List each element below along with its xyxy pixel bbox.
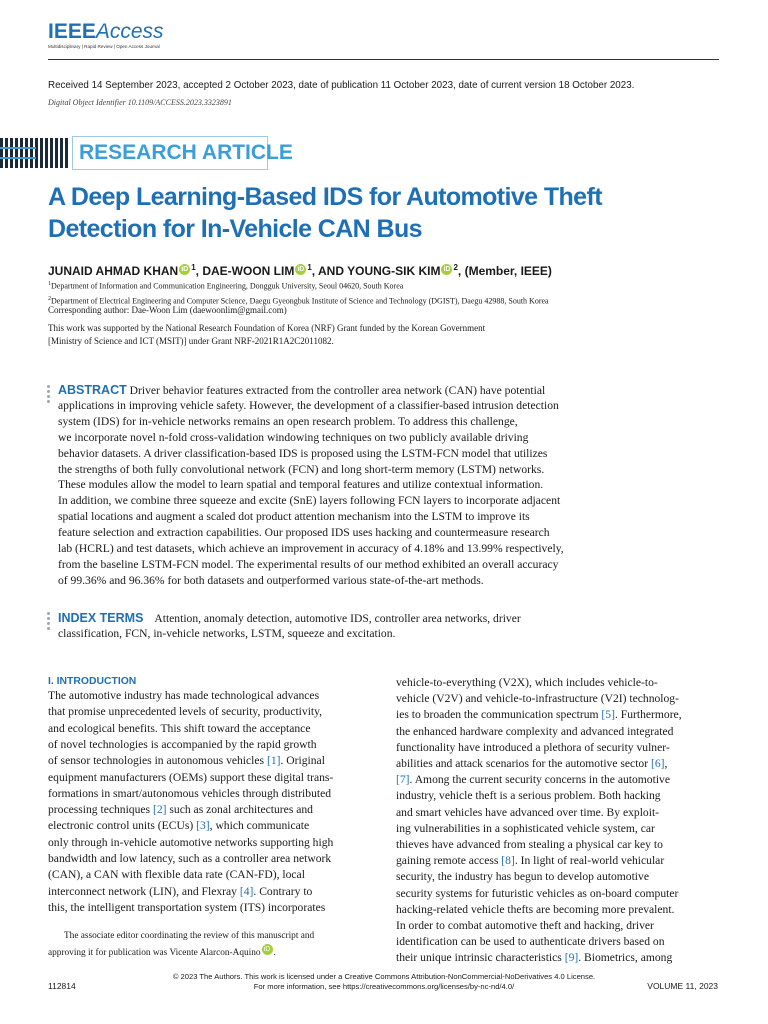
abstract xyxy=(58,383,627,587)
text-line xyxy=(396,951,718,964)
index-terms-line: classification, FCN, in-vehicle networks, LSTM, squeeze and excitation. xyxy=(58,627,396,640)
text-line xyxy=(48,885,370,898)
index-terms-label: INDEX TERMS xyxy=(58,611,144,625)
text-segment: (CAN), a CAN with flexible data rate (CAN-FD), local xyxy=(48,868,305,882)
citation-link[interactable]: [4] xyxy=(239,884,254,898)
abstract-line: behavior datasets. A driver classification-based IDS is proposed using the LSTM-FCN model that utilizes xyxy=(58,446,548,460)
text-segment: . Biometrics, among xyxy=(578,951,673,965)
text-line xyxy=(48,738,370,751)
text-line xyxy=(48,803,370,816)
text-segment: In order to combat automotive theft and hacking, driver xyxy=(396,919,654,932)
abstract-line: feature selection and extraction capabilities. Our proposed IDS uses hacking and countermeasure research xyxy=(58,526,550,540)
title-line: Detection for In-Vehicle CAN Bus xyxy=(48,215,422,243)
text-line xyxy=(396,676,718,689)
text-line xyxy=(48,836,370,849)
text-line xyxy=(396,887,718,900)
text-segment: . Furthermore, xyxy=(614,708,682,722)
text-line xyxy=(396,854,718,867)
article-type: RESEARCH ARTICLE xyxy=(79,141,293,164)
text-line xyxy=(48,901,370,914)
text-segment: , which communicate xyxy=(209,819,310,833)
text-line xyxy=(48,819,370,832)
funding-note: This work was supported by the National Research Foundation of Korea (NRF) Grant funded by the Korean Government [Ministry of Science and ICT (MSIT)] under Grant NRF-2021R1A2C2011082. xyxy=(48,323,486,346)
index-terms-line: Attention, anomaly detection, automotive IDS, controller area networks, driver xyxy=(154,612,521,625)
article-type-banner xyxy=(0,136,293,170)
text-line xyxy=(396,870,718,883)
citation-link[interactable]: [7] xyxy=(396,773,410,787)
text-line xyxy=(396,741,718,754)
author-membership: , (Member, IEEE) xyxy=(457,264,552,278)
citation-link[interactable]: [5] xyxy=(601,708,615,722)
text-segment: that promise unprecedented levels of security, productivity, xyxy=(48,705,323,719)
text-segment: this, the intelligent transportation system (ITS) incorporates xyxy=(48,900,326,914)
text-segment: industry, vehicle theft is a serious problem. Both hacking xyxy=(396,789,661,803)
abstract-line: In addition, we combine three squeeze and excite (SnE) layers following FCN layers to incorporate adjacent xyxy=(58,494,561,508)
text-line xyxy=(48,868,370,881)
text-segment: and smart vehicles have advanced over time. By exploit- xyxy=(396,805,660,819)
text-segment: equipment manufacturers (OEMs) support these digital trans- xyxy=(48,770,334,784)
text-segment: only through in-vehicle automotive networks supporting high xyxy=(48,835,334,849)
text-segment: ing vulnerabilities in a sophisticated vehicle system, car xyxy=(396,821,655,835)
abstract-line: applications in improving vehicle safety. However, the development of a classifier-based intrusion detection xyxy=(58,398,559,412)
orcid-icon[interactable]: iD xyxy=(297,266,305,273)
text-line xyxy=(396,725,718,738)
text-line xyxy=(396,822,718,835)
author-name: JUNAID AHMAD KHAN xyxy=(48,264,179,278)
abstract-line: from the baseline LSTM-FCN model. The experimental results of our method exhibited an overall accuracy xyxy=(58,557,559,571)
text-segment: interconnect network (LIN), and Flexray xyxy=(48,884,240,898)
text-segment: electronic control units (ECUs) xyxy=(48,819,197,833)
text-segment: and ecological benefits. This shift toward the acceptance xyxy=(48,721,311,735)
text-segment: thieves have advanced from stealing a physical car key to xyxy=(396,838,663,851)
text-segment: functionality have introduced a plethora of security vulner- xyxy=(396,740,670,754)
intro-left-column xyxy=(48,689,370,919)
text-segment: abilities and attack scenarios for the automotive sector xyxy=(396,757,651,770)
citation-link[interactable]: [1] xyxy=(266,754,281,768)
text-segment: security systems for futuristic vehicles as on-board computer xyxy=(396,886,679,900)
text-line xyxy=(396,692,718,705)
editor-note xyxy=(48,929,370,961)
journal-logo xyxy=(48,20,164,49)
text-segment: hacking-related vehicle thefts are becoming more prevalent. xyxy=(396,902,675,916)
author-name: , AND YOUNG-SIK KIM xyxy=(311,264,441,278)
abstract-line: These modules allow the model to learn spatial and temporal features and utilize contextual information. xyxy=(58,478,544,492)
section-heading: I. INTRODUCTION xyxy=(48,676,137,687)
logo-access: Access xyxy=(95,20,164,43)
text-line xyxy=(396,935,718,948)
text-segment: formations in smart/autonomous vehicles through distributed xyxy=(48,786,332,800)
license-notice: © 2023 The Authors. This work is licensed under a Creative Commons Attribution-NonCommercial-NoDerivatives 4.0 License. For more information, see https://creativecommons.org/licenses/by-nc-nd/4.0/ xyxy=(172,972,596,991)
text-segment: vehicle-to-everything (V2X), which includes vehicle-to- xyxy=(396,676,658,689)
text-line xyxy=(396,903,718,916)
banner-line-top xyxy=(0,147,36,149)
text-segment: , xyxy=(664,757,668,770)
abstract-line: spatial locations and augment a scaled dot product attention mechanism into the LSTM to improve its xyxy=(58,510,530,524)
text-segment: of novel technologies is accompanied by the rapid growth xyxy=(48,737,317,751)
affiliation-item: $^2$Department of Electrical Engineering and Computer Science, Daegu Gyeongbuk Institute of Science and Technology (DGIST), Daegu 42988, South Korea xyxy=(48,295,549,306)
text-segment: vehicle (V2V) and vehicle-to-infrastructure (V2I) technolog- xyxy=(396,692,679,706)
affiliations xyxy=(48,278,549,307)
title-line: A Deep Learning-Based IDS for Automotive Theft xyxy=(48,183,602,211)
citation-link[interactable]: [6] xyxy=(650,757,665,770)
intro-right-column xyxy=(396,676,718,966)
text-segment: of sensor technologies in autonomous vehicles xyxy=(48,754,267,768)
article-title xyxy=(48,181,602,245)
journal-tagline: Multidisciplinary | Rapid Review | Open Access Journal xyxy=(48,44,160,49)
article-history: Received 14 September 2023, accepted 2 October 2023, date of publication 11 October 2023, date of current version 18 October 2023. xyxy=(48,80,635,91)
text-line xyxy=(396,757,718,770)
doi: Digital Object Identifier 10.1109/ACCESS.2023.3323891 xyxy=(48,98,232,107)
citation-link[interactable]: [3] xyxy=(196,819,210,833)
text-segment: bandwidth and low latency, such as a controller area network xyxy=(48,852,332,865)
banner-line-bottom xyxy=(0,157,36,159)
abstract-line: system (IDS) for in-vehicle networks remains an open research problem. To address this challenge, xyxy=(58,414,518,428)
author-name: , DAE-WOON LIM xyxy=(195,264,295,278)
text-line xyxy=(396,838,718,851)
text-segment: ies to broaden the communication spectrum xyxy=(396,708,602,722)
logo-ieee: IEEE xyxy=(48,20,96,43)
text-line xyxy=(48,705,370,718)
citation-link[interactable]: [2] xyxy=(152,803,167,817)
volume-info: VOLUME 11, 2023 xyxy=(647,981,718,991)
editor-note-line: The associate editor coordinating the review of this manuscript and xyxy=(64,931,315,941)
text-segment: identification can be used to authenticate drivers based on xyxy=(396,935,665,949)
abstract-line: the strengths of both fully convolutional network (FCN) and long short-term memory (LSTM) networks. xyxy=(58,462,545,476)
orcid-icon[interactable]: iD xyxy=(443,266,451,273)
text-segment: . In light of real-world vehicular xyxy=(514,854,665,868)
index-terms xyxy=(58,611,627,645)
corresponding-author: Corresponding author: Dae-Woon Lim (daewoonlim@gmail.com) xyxy=(48,305,287,315)
abstract-line: Driver behavior features extracted from the controller area network (CAN) have potential xyxy=(129,384,546,397)
text-line xyxy=(48,787,370,800)
header-rule xyxy=(48,59,719,60)
text-line xyxy=(396,806,718,819)
text-segment: gaining remote access xyxy=(396,854,502,868)
abstract-marker xyxy=(47,385,51,405)
citation-link[interactable]: [9] xyxy=(564,951,579,965)
affiliation-item: $^1$Department of Information and Communication Engineering, Dongguk University, Seoul 04620, South Korea xyxy=(48,281,404,291)
abstract-label: ABSTRACT xyxy=(58,383,127,397)
text-line xyxy=(396,708,718,721)
orcid-icon[interactable]: iD xyxy=(262,944,273,955)
affiliation-marker: 1 xyxy=(191,263,196,272)
text-line xyxy=(396,789,718,802)
index-terms-marker xyxy=(47,612,51,632)
abstract-line: lab (HCRL) and test datasets, which achieve an improvement in accuracy of 4.18% and 13.99% respectively, xyxy=(58,542,564,555)
text-segment: such as zonal architectures and xyxy=(166,803,313,817)
citation-link[interactable]: [8] xyxy=(501,854,515,868)
affiliation-marker: 1 xyxy=(307,263,312,272)
text-line xyxy=(48,852,370,865)
editor-note-line: approving it for publication was Vicente Alarcon-Aquino iD . xyxy=(48,946,276,958)
banner-stripes xyxy=(0,138,68,168)
text-line xyxy=(48,722,370,735)
text-line xyxy=(396,773,718,786)
text-line xyxy=(48,754,370,767)
page-number: 112814 xyxy=(48,981,76,991)
text-segment: . Original xyxy=(280,754,325,768)
text-segment: processing techniques xyxy=(48,803,153,817)
text-segment: security, the industry has begun to develop automotive xyxy=(396,870,649,884)
abstract-line: we incorporate novel n-fold cross-validation windowing techniques on two publicly available driving xyxy=(58,430,529,444)
text-line xyxy=(396,919,718,932)
author-list xyxy=(48,263,552,278)
text-segment: the enhanced hardware complexity and advanced integrated xyxy=(396,724,674,738)
text-segment: The automotive industry has made technological advances xyxy=(48,689,320,702)
text-segment: . Contrary to xyxy=(253,884,313,898)
abstract-line: of 99.36% and 96.36% for both datasets and outperformed various state-of-the-art methods. xyxy=(58,573,484,587)
text-segment: . Among the current security concerns in the automotive xyxy=(409,773,670,787)
affiliation-marker: 2 xyxy=(453,263,458,272)
text-line xyxy=(48,689,370,702)
text-line xyxy=(48,771,370,784)
text-segment: their unique intrinsic characteristics xyxy=(396,951,565,965)
orcid-icon[interactable]: iD xyxy=(181,266,189,273)
